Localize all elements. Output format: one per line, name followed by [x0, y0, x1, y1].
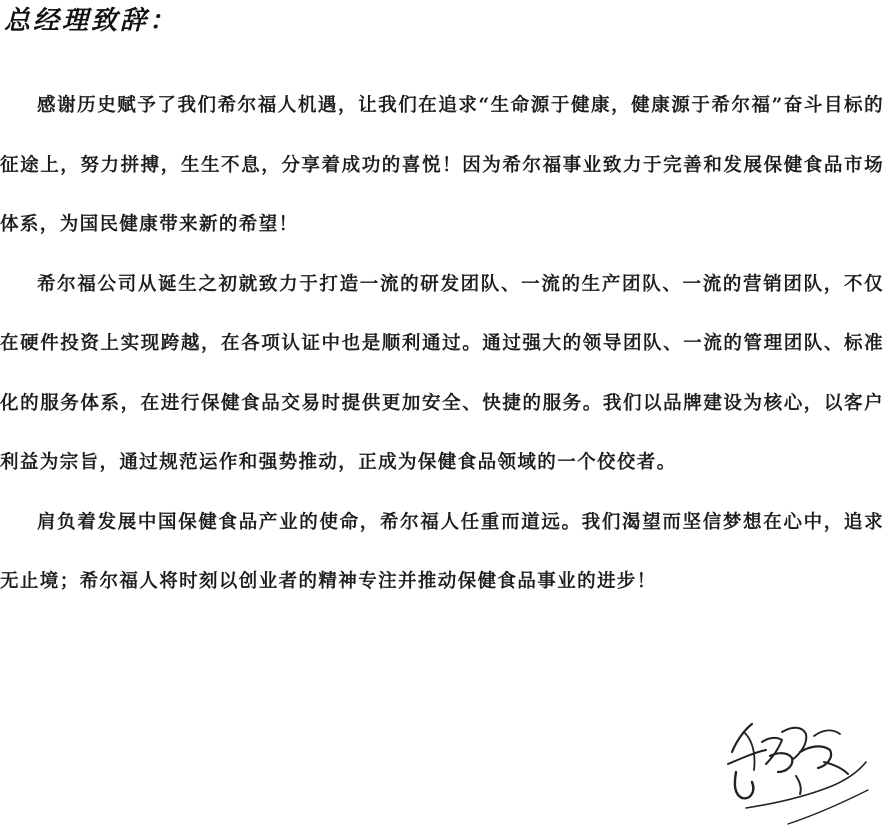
paragraph-1: 感谢历史赋予了我们希尔福人机遇，让我们在追求“生命源于健康，健康源于希尔福”奋斗目标的征途上，努力拼搏，生生不息，分享着成功的喜悦！因为希尔福事业致力于完善和发展保健食品市场体系，为国民健康带来新的希望！	[0, 95, 884, 235]
paragraph-2: 希尔福公司从诞生之初就致力于打造一流的研发团队、一流的生产团队、一流的营销团队，不仅在硬件投资上实现跨越，在各项认证中也是顺利通过。通过强大的领导团队、一流的管理团队、标准化的服务体系，在进行保健食品交易时提供更加安全、快捷的服务。我们以品牌建设为核心，以客户利益为宗旨，通过规范运作和强势推动，正成为保健食品领域的一个佼佼者。	[0, 273, 884, 473]
letter-body	[0, 76, 884, 612]
paragraph-3: 肩负着发展中国保健食品产业的使命，希尔福人任重而道远。我们渴望而坚信梦想在心中，追求无止境；希尔福人将时刻以创业者的精神专注并推动保健食品事业的进步！	[0, 511, 884, 592]
signature-image	[722, 712, 872, 828]
page-title: 总经理致辞：	[4, 6, 179, 36]
